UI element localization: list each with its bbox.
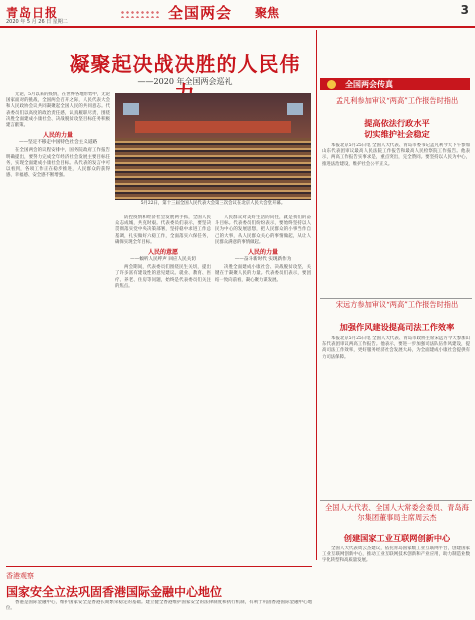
photo-screen [287,103,303,115]
story2-headline: 加强作风建设提高司法工作效率 [339,322,455,332]
story1-kicker: 孟凡利参加审议“两高”工作报告时指出 [335,96,459,105]
story2-kicker: 宋远方参加审议“两高”工作报告时指出 [335,300,459,309]
photo-caption: 5月22日，第十三届全国人民代表大会第三次会议在北京人民大会堂开幕。 [140,201,286,206]
congress-photo [115,93,311,200]
column-divider [316,30,317,560]
body-text: 两会期间，代表委员们围绕民生关切，提出了许多富有建设性的意见建议。就业、教育、医疗、养老、住房等问题，始终是代表委员们关注的焦点。 [115,265,211,289]
emblem-icon [327,80,336,89]
section-title: 全国两会 [168,4,233,22]
body-text: 本报北京5月25日电 全国人大代表、青岛市政协主席宋远方今天参加山东代表团审议两高工作报告。他表示，要进一步加强司法队伍作风建设，提高司法工作效率，更好服务经济社会发展大局，为全面建成小康社会提供有力司法保障。 [322,336,470,360]
right-banner [320,78,470,90]
article-column-1 [6,92,110,522]
body-text: 香港是国际金融中心，维护国家安全是香港长期繁荣稳定的基础。建立健全香港维护国家安全的法律制度和执行机制，有利于巩固香港国际金融中心地位。 [6,600,312,612]
photo-dais [135,121,291,133]
page-number: 3 [460,3,469,17]
decorative-dots [120,10,160,18]
body-text: 无论，5月以来的疫情，在世界各地形势中，无论国家面对的挑战，全国两会召开之际，人民代表大会和人民政协会议共同凝聚起全国人民的共同意志。代表委员们以高度的政治责任感，认真履职尽责，围绕决胜全面建成小康社会、决战脱贫攻坚目标任务积极建言献策。 [6,92,110,129]
section-subheading: ——坚定不移走中国特色社会主义道路 [18,140,98,146]
bottom-headline: 国家安全立法巩固香港国际金融中心地位 [6,585,223,599]
bottom-body [6,600,312,618]
date-line: 2020 年 5 月 26 日 星期二 [6,19,68,25]
bottom-divider [6,566,312,567]
photo-audience [115,138,311,200]
section-heading: 人民的力量 [247,249,278,257]
body-text: 决胜全面建成小康社会、决战脱贫攻坚，关键在于凝聚人民的力量。代表委员们表示，要团结一致向前看，凝心聚力谋发展。 [215,265,311,283]
article-column-2 [115,215,211,545]
story3-body [322,546,470,616]
article-column-3 [215,215,311,545]
body-text: 本报北京5月25日电 全国人大代表、青岛市委书记孟凡利今天下午参加山东代表团审议最高人民法院工作报告和最高人民检察院工作报告。他表示，两高工作报告实事求是，重点突出，完全赞同。要坚持以人民为中心，推进法治建设，维护社会公平正义。 [322,143,470,167]
section-subtitle: 聚焦 [255,6,280,20]
bottom-kicker: 香港观察 [6,572,34,580]
story-divider [320,298,472,299]
section-subheading: ——倾听人民呼声 回应人民关切 [130,257,196,263]
body-text: 在全国两会的议程安排中，国务院政府工作报告明确提出，要努力完成全年经济社会发展主要目标任务，实现全面建成小康社会目标。从代表的发言中可以看到，各项工作正在稳步推进，人民群众的获得感、幸福感、安全感不断增强。 [6,148,110,179]
section-subheading: ——奋斗新时代 实现新作为 [234,257,292,263]
story-divider [320,500,472,501]
story1-headline-1: 提高依法行政水平 [364,118,430,128]
paper-name: 青岛日报 [6,6,59,20]
story2-body [322,336,470,501]
right-banner-label: 全国两会传真 [345,79,393,89]
story3-kicker: 全国人大代表、全国人大常委会委员、青岛海尔集团董事局主席周云杰 [325,503,469,522]
body-text: 防控疫情和经济社会发展两手抓，全国人民众志成城，共克时艰。代表委员们表示，要坚决贯彻落实党中央决策部署，坚持稳中求进工作总基调，扎实做好六稳工作，全面落实六保任务，确保实现全年目标。 [115,215,211,245]
body-text: 全国人大代表周云杰建议，依托青岛国家级工业互联网平台，创建国家工业互联网创新中心，推动工业互联网技术创新和产业应用，助力制造业数字化转型和高质量发展。 [322,546,470,564]
section-heading: 人民的意愿 [147,249,178,257]
section-heading: 人民的力量 [42,132,73,140]
story3-headline: 创建国家工业互联网创新中心 [343,533,451,543]
masthead [0,0,475,28]
body-text: 人民群众对美好生活的向往，就是我们的奋斗目标。代表委员们纷纷表示，要始终坚持以人民为中心的发展思想，把人民群众的小事当作自己的大事，从人民群众关心的事情做起，从让人民群众满意的事情做起。 [215,215,311,245]
main-headline: 凝聚起决战决胜的人民伟 [69,52,301,76]
story1-body [322,143,470,293]
story1-headline-2: 切实维护社会稳定 [364,129,430,139]
photo-screen [123,103,139,115]
main-subheadline: ——2020 年全国两会巡礼 [137,77,233,86]
